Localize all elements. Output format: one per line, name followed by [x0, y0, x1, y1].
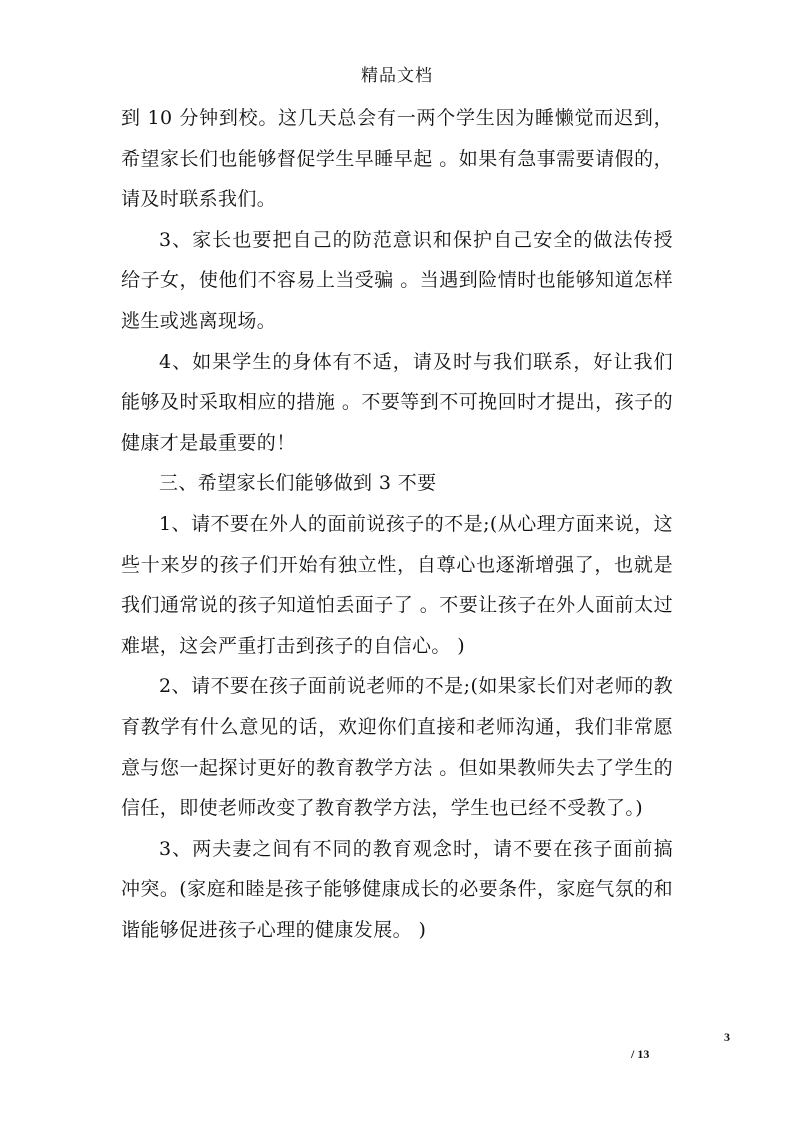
page-number: 3 — [724, 1030, 730, 1044]
section-heading: 三、希望家长们能够做到 3 不要 — [159, 472, 437, 495]
paragraph: 4、如果学生的身体有不适，请及时与我们联系，好让我们能够及时采取相应的措施 。不要等到不可挽回时才提出，孩子的健康才是最重要的！ — [121, 350, 673, 454]
paragraph: 1、请不要在外人的面前说孩子的不是;(从心理方面来说，这些十来岁的孩子们开始有独立性，自尊心也逐渐增强了，也就是我们通常说的孩子知道怕丢面子了 。不要让孩子在外人面前太过难堪，这会严重打击到孩子的自信心。 ) — [121, 512, 673, 657]
document-header: 精品文档 — [361, 66, 433, 86]
paragraph: 到 10 分钟到校。这几天总会有一两个学生因为睡懒觉而迟到，希望家长们也能够督促学生早睡早起 。如果有急事需要请假的，请及时联系我们。 — [121, 107, 673, 211]
document-body — [121, 98, 673, 950]
paragraph: 2、请不要在孩子面前说老师的不是;(如果家长们对老师的教育教学有什么意见的话，欢迎你们直接和老师沟通，我们非常愿意与您一起探讨更好的教育教学方法 。但如果教师失去了学生的信任，即使老师改变了教育教学方法，学生也已经不受教了。) — [121, 675, 673, 820]
paragraph: 3、两夫妻之间有不同的教育观念时，请不要在孩子面前搞冲突。(家庭和睦是孩子能够健康成长的必要条件，家庭气氛的和谐能够促进孩子心理的健康发展。 ) — [121, 837, 673, 941]
paragraph: 3、家长也要把自己的防范意识和保护自己安全的做法传授给子女，使他们不容易上当受骗 。当遇到险情时也能够知道怎样逃生或逃离现场。 — [121, 228, 673, 332]
page-total: / 13 — [631, 1047, 650, 1061]
